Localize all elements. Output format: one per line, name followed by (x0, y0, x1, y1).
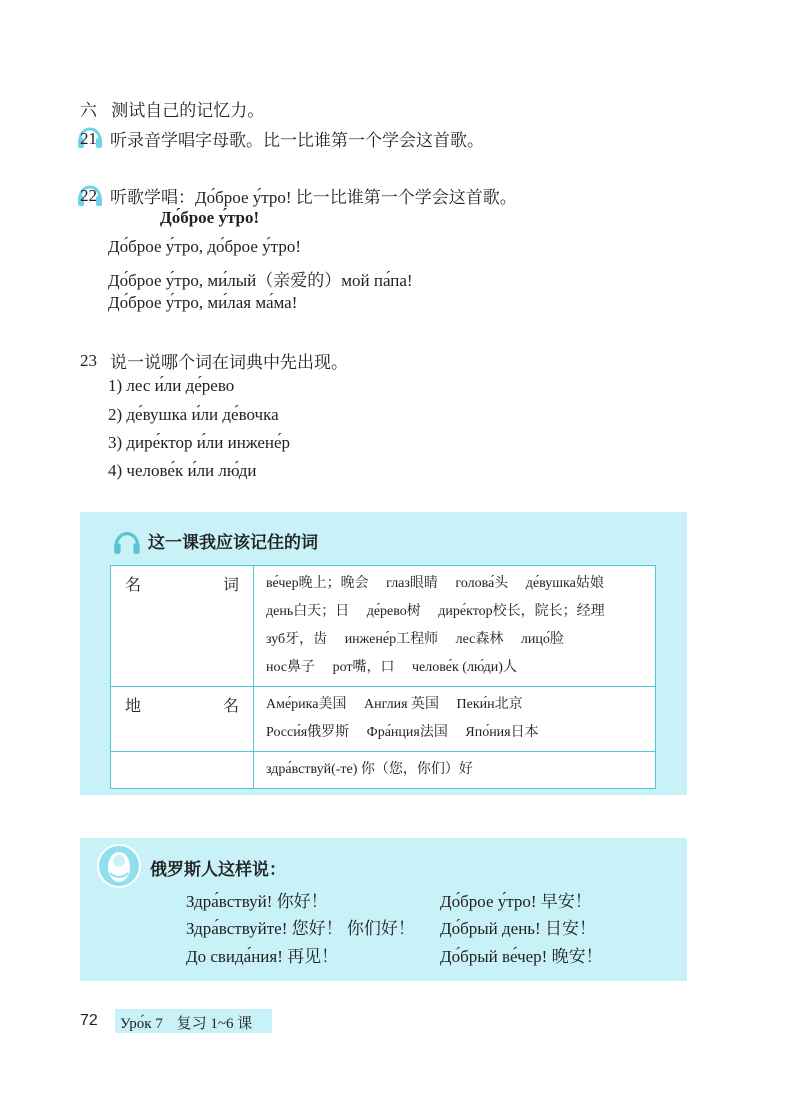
exercise-23 (80, 348, 348, 373)
exercise-text: 听录音学唱字母歌。比一比谁第一个学会这首歌。 (110, 131, 484, 150)
vocab-word: дире́ктор校长，院长；经理 (438, 604, 605, 619)
exercise-number: 23 (80, 350, 97, 370)
matryoshka-icon (96, 843, 142, 889)
exercise-21 (80, 126, 484, 151)
list-item: 2) де́вушка и́ли де́вочка (108, 405, 279, 424)
song-line: До́брое у́тро, ми́лая ма́ма! (108, 293, 298, 312)
exercise-number: 22 (80, 185, 97, 205)
vocab-word: лес森林 (455, 632, 504, 647)
lesson-label: Уро́к 7 (120, 1016, 163, 1032)
phrases-heading: 俄罗斯人这样说： (150, 860, 286, 879)
words-cell (254, 566, 656, 687)
song-line: До́брое у́тро, ми́лый（亲爱的）мой па́па! (108, 271, 413, 290)
section-title (80, 96, 264, 121)
section-title-text: 测试自己的记忆力。 (111, 101, 265, 120)
vocab-word: Япо́ния日本 (465, 725, 539, 740)
word-line (266, 570, 645, 598)
category-label: 词 (222, 577, 239, 594)
table-row (111, 566, 656, 687)
vocab-word: здра́вствуй(-те) 你（您，你们）好 (266, 762, 473, 777)
words-cell (254, 687, 656, 752)
category-label: 地 (125, 698, 142, 715)
section-number: 六 (80, 101, 97, 120)
phrase: До свида́ния! 再见！ (186, 947, 339, 966)
word-line (266, 626, 645, 654)
vocab-word: голова́头 (455, 576, 509, 591)
vocab-word: глаз眼睛 (386, 576, 438, 591)
table-row (111, 687, 656, 752)
exercise-number: 21 (80, 128, 97, 148)
list-item: 3) дире́ктор и́ли инжене́р (108, 433, 291, 452)
vocab-word: де́вушка姑娘 (525, 576, 604, 591)
phrase: До́брое у́тро! 早安！ (440, 892, 592, 911)
phrase: До́брый день! 日安！ (440, 919, 596, 938)
vocab-heading: 这一课我应该记住的词 (148, 533, 318, 552)
song-title: До́брое у́тро! (160, 208, 260, 227)
list-item: 4) челове́к и́ли лю́ди (108, 461, 257, 480)
words-cell (254, 752, 656, 789)
vocab-word: челове́к (лю́ди)人 (412, 660, 517, 675)
footer-lesson (120, 1012, 252, 1033)
vocab-word: Англия 英国 (363, 697, 440, 712)
vocab-word: день白天；日 (266, 604, 350, 619)
exercise-text: 听歌学唱：До́брое у́тро! 比一比谁第一个学会这首歌。 (110, 188, 517, 207)
phrase: Здра́вствуй! 你好！ (186, 892, 328, 911)
vocab-word: рот嘴，口 (332, 660, 395, 675)
word-line (266, 598, 645, 626)
vocab-word: Пеки́н北京 (456, 697, 523, 712)
category-cell (111, 566, 254, 687)
word-line (266, 691, 645, 719)
page-number: 72 (80, 1012, 98, 1029)
exercise-22 (80, 183, 517, 208)
word-line (266, 654, 645, 682)
category-cell (111, 752, 254, 789)
headphones-icon (112, 524, 142, 556)
phrase: Здра́вствуйте! 您好！ 你们好！ (186, 919, 415, 938)
category-label: 名 (125, 577, 142, 594)
word-line (266, 719, 645, 747)
vocab-word: Аме́рика美国 (266, 697, 347, 712)
vocab-table (110, 565, 656, 789)
vocab-word: нос鼻子 (266, 660, 316, 675)
lesson-subtitle: 复习 1~6 课 (176, 1016, 253, 1032)
vocab-word: ве́чер晚上；晚会 (266, 576, 369, 591)
phrase: До́брый ве́чер! 晚安！ (440, 947, 603, 966)
category-label: 名 (222, 698, 239, 715)
list-item: 1) лес и́ли де́рево (108, 376, 235, 395)
song-line: До́брое у́тро, до́брое у́тро! (108, 237, 301, 256)
table-row (111, 752, 656, 789)
vocab-word: лицо́脸 (520, 632, 564, 647)
vocab-word: де́рево树 (366, 604, 421, 619)
vocab-word: инжене́р工程师 (344, 632, 439, 647)
exercise-text: 说一说哪个词在词典中先出现。 (110, 353, 348, 372)
vocab-word: Росси́я俄罗斯 (266, 725, 350, 740)
category-cell (111, 687, 254, 752)
vocab-word: Фра́нция法国 (366, 725, 448, 740)
vocab-word: зуб牙，齿 (266, 632, 328, 647)
